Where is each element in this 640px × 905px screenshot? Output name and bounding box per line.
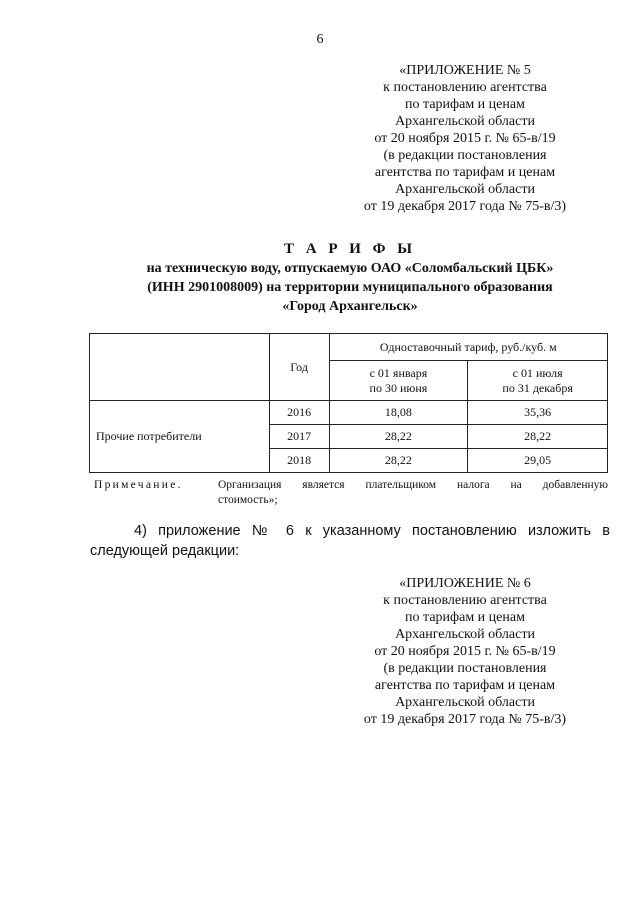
appendix-5-header bbox=[340, 62, 590, 215]
title-heading: Т А Р И Ф Ы bbox=[283, 241, 417, 257]
appendix-line: по тарифам и ценам bbox=[405, 97, 525, 112]
appendix-line: от 20 ноября 2015 г. № 65-в/19 bbox=[374, 644, 556, 659]
period-1-line-2: по 30 июня bbox=[369, 380, 428, 395]
tariff-cell: 28,22 bbox=[329, 449, 468, 473]
note-text: Организация является плательщиком налога на добавленную bbox=[218, 479, 608, 491]
appendix-line: Архангельской области bbox=[395, 182, 535, 197]
appendix-line: агентства по тарифам и ценам bbox=[374, 165, 556, 180]
appendix-line: Архангельской области bbox=[395, 695, 535, 710]
tariff-cell: 29,05 bbox=[468, 449, 608, 473]
appendix-line: агентства по тарифам и ценам bbox=[374, 678, 556, 693]
appendix-line: (в редакции постановления bbox=[383, 661, 547, 676]
appendix-line: (в редакции постановления bbox=[383, 148, 547, 163]
appendix-line: к постановлению агентства bbox=[383, 593, 547, 608]
category-cell: Прочие потребители bbox=[90, 401, 270, 473]
appendix-line: от 20 ноября 2015 г. № 65-в/19 bbox=[374, 131, 556, 146]
period-2-line-1: с 01 июля bbox=[512, 365, 563, 380]
note-label: Примечание. bbox=[94, 479, 183, 491]
tariff-cell: 18,08 bbox=[329, 401, 468, 425]
tariff-title bbox=[90, 240, 610, 316]
appendix-line: от 19 декабря 2017 года № 75-в/3) bbox=[363, 712, 567, 727]
appendix-line: Архангельской области bbox=[395, 114, 535, 129]
tariff-table bbox=[89, 333, 608, 473]
tariff-cell: 28,22 bbox=[468, 425, 608, 449]
header-year: Год bbox=[269, 334, 329, 401]
period-1-line-1: с 01 января bbox=[369, 365, 428, 380]
appendix-line: от 19 декабря 2017 года № 75-в/3) bbox=[363, 199, 567, 214]
title-line: (ИНН 2901008009) на территории муниципального образования bbox=[147, 280, 553, 295]
table-corner-cell bbox=[90, 334, 270, 401]
header-tariff: Одноставочный тариф, руб./куб. м bbox=[329, 334, 607, 361]
header-period-1 bbox=[329, 361, 468, 401]
year-cell: 2016 bbox=[269, 401, 329, 425]
appendix-line: «ПРИЛОЖЕНИЕ № 6 bbox=[399, 576, 531, 591]
appendix-line: по тарифам и ценам bbox=[405, 610, 525, 625]
header-period-2 bbox=[468, 361, 608, 401]
tariff-cell: 35,36 bbox=[468, 401, 608, 425]
year-cell: 2018 bbox=[269, 449, 329, 473]
note-text-continued: стоимость»; bbox=[218, 494, 278, 506]
tariff-cell: 28,22 bbox=[329, 425, 468, 449]
page-number: 6 bbox=[316, 32, 324, 47]
appendix-line: к постановлению агентства bbox=[383, 80, 547, 95]
year-cell: 2017 bbox=[269, 425, 329, 449]
amendment-paragraph bbox=[90, 521, 610, 561]
paragraph-line: 4) приложение № 6 к указанному постановлению изложить в bbox=[134, 523, 610, 539]
appendix-6-header bbox=[340, 575, 590, 728]
table-row bbox=[90, 401, 608, 425]
title-line: на техническую воду, отпускаемую ОАО «Соломбальский ЦБК» bbox=[146, 261, 554, 276]
appendix-line: «ПРИЛОЖЕНИЕ № 5 bbox=[399, 63, 531, 78]
title-line: «Город Архангельск» bbox=[282, 299, 418, 314]
paragraph-line: следующей редакции: bbox=[90, 543, 240, 559]
appendix-line: Архангельской области bbox=[395, 627, 535, 642]
period-2-line-2: по 31 декабря bbox=[502, 380, 573, 395]
